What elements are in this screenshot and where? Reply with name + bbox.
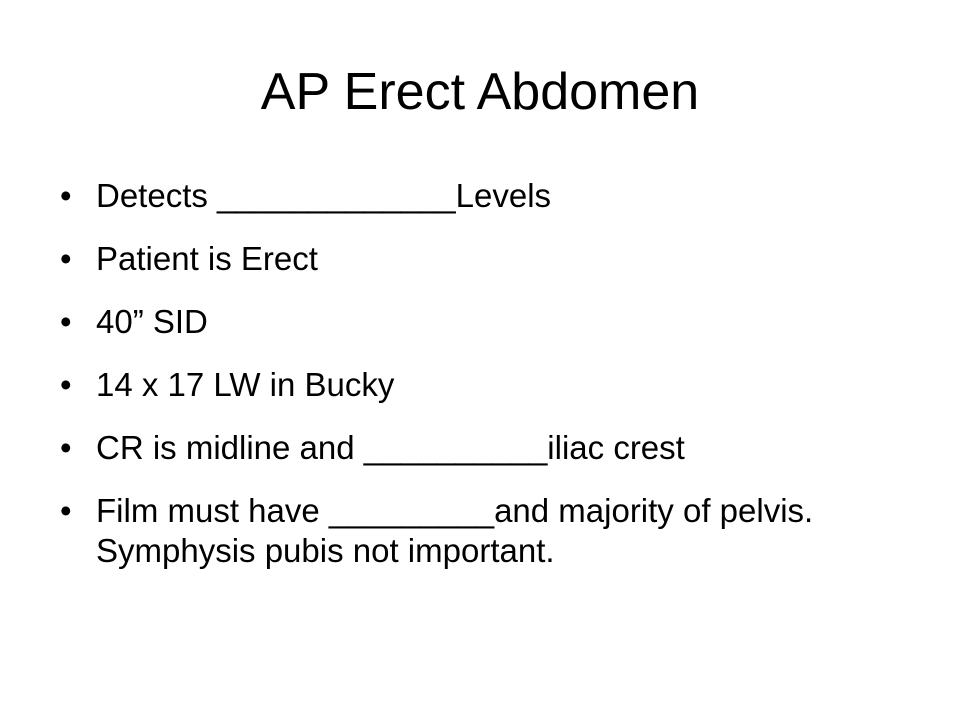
- bullet-marker: •: [60, 177, 72, 214]
- bullet-marker: •: [60, 303, 72, 340]
- bullet-item: [60, 365, 920, 405]
- bullet-text: 14 x 17 LW in Bucky: [96, 366, 395, 403]
- bullet-item: [60, 302, 920, 342]
- bullet-marker: •: [60, 240, 72, 277]
- bullet-marker: •: [60, 429, 72, 466]
- bullet-item: [60, 491, 920, 571]
- bullet-marker: •: [60, 492, 72, 529]
- bullet-marker: •: [60, 366, 72, 403]
- bullet-text: Patient is Erect: [96, 240, 318, 277]
- bullet-text: Film must have _________and majority of pelvis. Symphysis pubis not important.: [96, 492, 814, 569]
- bullet-text: CR is midline and __________iliac crest: [96, 429, 685, 466]
- slide-title: AP Erect Abdomen: [260, 63, 700, 121]
- bullet-item: [60, 428, 920, 468]
- bullet-item: [60, 176, 920, 216]
- bullet-text: Detects _____________Levels: [96, 177, 552, 214]
- bullet-item: [60, 239, 920, 279]
- bullet-text: 40” SID: [96, 303, 208, 340]
- bullet-list: [60, 176, 920, 594]
